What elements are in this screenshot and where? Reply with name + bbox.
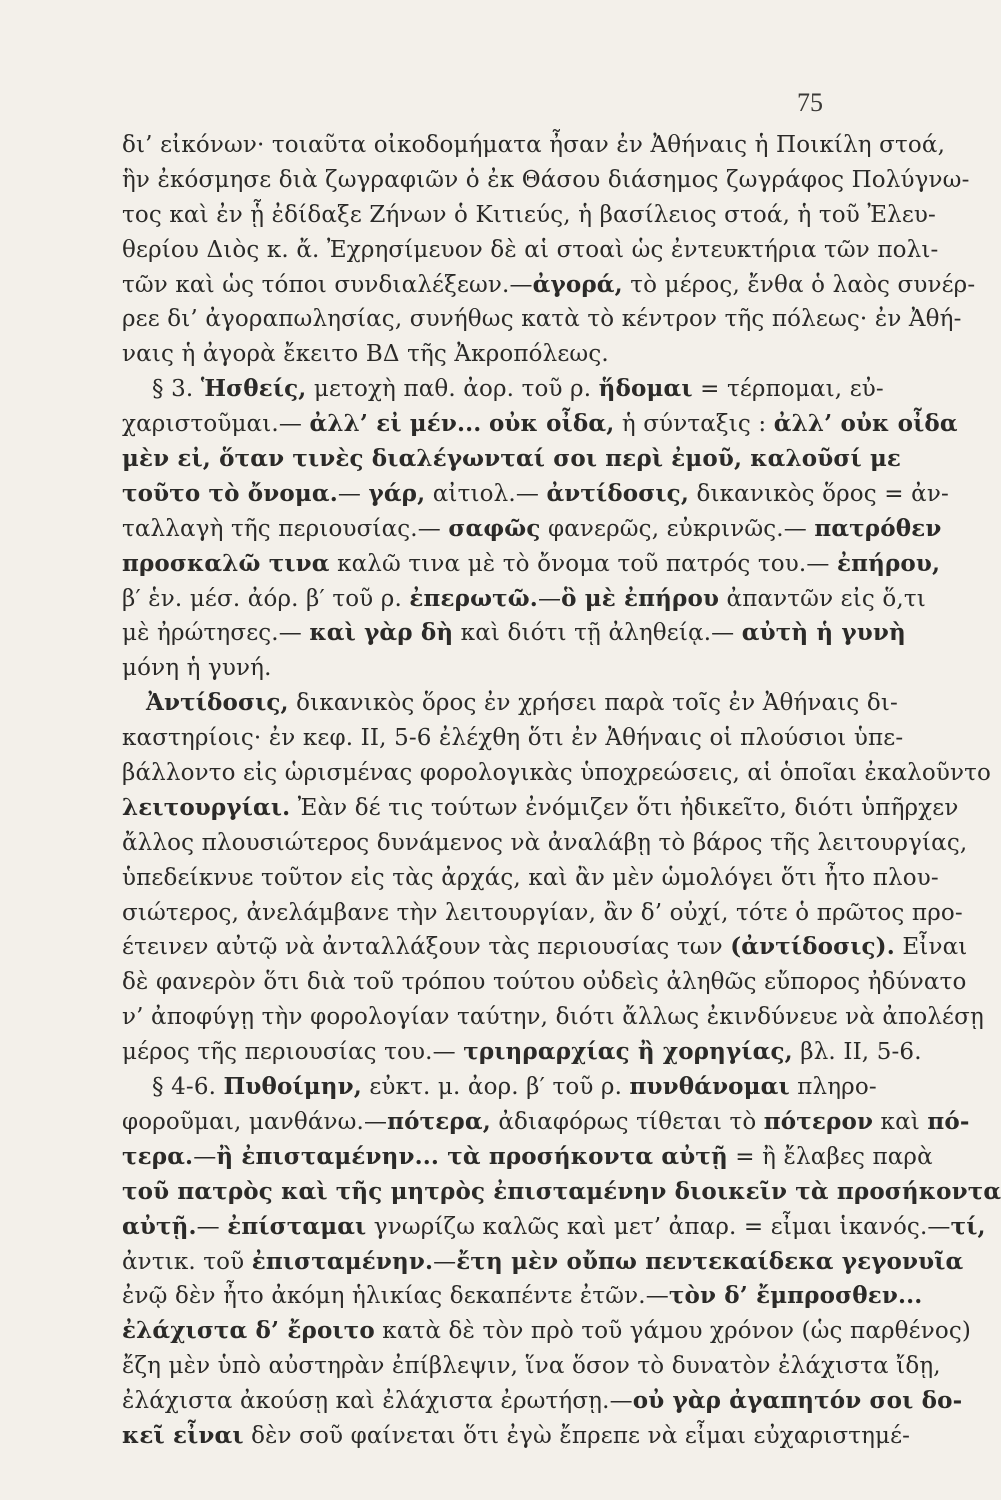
text-line (122, 1140, 933, 1175)
text-segment: ἄλλος πλουσιώτερος δυνάμενος νὰ ἀναλάβῃ τὸ βάρος τῆς λειτουργίας, (122, 829, 968, 856)
lemma-term: καὶ γὰρ δὴ (309, 619, 454, 647)
lemma-term: πυνθάνομαι (629, 1073, 790, 1101)
text-line (122, 268, 976, 303)
lemma-term: οὐκ οἶδα, (488, 410, 615, 438)
text-line (122, 233, 939, 268)
text-line (122, 1349, 941, 1384)
text-segment: ἀντικ. τοῦ (122, 1248, 252, 1275)
lemma-term: ἥδομαι (598, 375, 693, 403)
text-line (122, 512, 942, 547)
text-segment: καὶ διότι τῇ ἀληθείᾳ.— (453, 620, 742, 647)
lemma-term: πατρόθεν (814, 514, 942, 542)
text-segment: τὸ μέρος, ἔνθα ὁ λαὸς συνέρ- (622, 271, 976, 298)
lemma-term: πότερα, (387, 1107, 491, 1135)
text-line (122, 372, 884, 407)
text-segment: ν’ ἀποφύγῃ τὴν φορολογίαν ταύτην, διότι ἄλλως ἐκινδύνευε νὰ ἀπολέσῃ (122, 1004, 984, 1031)
text-segment: μέρος τῆς περιουσίας του.— (122, 1039, 464, 1066)
text-line (122, 442, 902, 477)
lemma-term: ἐπερωτῶ. (409, 584, 538, 612)
lemma-term: τερα. (122, 1142, 194, 1170)
text-line (122, 1210, 986, 1245)
text-line (122, 791, 959, 826)
commentary-text (122, 128, 1001, 1454)
lemma-term: κεῖ εἶναι (122, 1421, 244, 1449)
text-line (122, 1384, 963, 1419)
text-segment: κατὰ δὲ τὸν πρὸ τοῦ γάμου χρόνον (ὡς παρθένος) (374, 1318, 972, 1345)
text-segment: εὐκτ. μ. ἀορ. β′ τοῦ ρ. (361, 1074, 630, 1101)
lemma-term: πότερον (763, 1107, 874, 1135)
text-segment: σιώτερος, ἀνελάμβανε τὴν λειτουργίαν, ἂν δ’ οὐχί, τότε ὁ πρῶτος προ- (122, 899, 963, 926)
text-segment: βλ. ΙΙ, 5-6. (792, 1039, 922, 1066)
text-segment: χαριστοῦμαι.— (122, 411, 310, 438)
text-segment: δικανικὸς ὅρος = ἀν- (688, 480, 949, 507)
text-segment: δὲν σοῦ φαίνεται ὅτι ἐγὼ ἔπρεπε νὰ εἶμαι εὐχαριστημέ- (243, 1422, 911, 1449)
text-line (122, 651, 838, 686)
text-line (122, 1419, 911, 1454)
lemma-term: ἢ ἐπισταμένην... τὰ προσήκοντα αὐτῇ (216, 1142, 728, 1170)
lemma-term: προσκαλῶ τινα (122, 549, 330, 577)
lemma-term: τριηραρχίας ἢ χορηγίας, (463, 1038, 793, 1066)
text-segment: = ἢ ἔλαβες παρὰ (727, 1143, 933, 1170)
text-segment: § 3. (152, 376, 201, 403)
text-line (122, 616, 906, 651)
text-line (122, 721, 904, 756)
text-line (122, 1245, 964, 1280)
lemma-term: σαφῶς (448, 514, 541, 542)
text-line (122, 547, 941, 582)
text-line (122, 930, 968, 965)
text-segment: — (337, 480, 369, 507)
text-line (122, 965, 967, 1000)
text-segment: αἰτιολ.— (425, 480, 547, 507)
lemma-term: Ἡσθείς, (200, 375, 307, 403)
text-line (122, 1105, 970, 1140)
text-segment: ὑπεδείκνυε τοῦτον εἰς τὰς ἀρχάς, καὶ ἂν μὲν ὡμολόγει ὅτι ἦτο πλου- (122, 864, 939, 891)
text-segment: τος καὶ ἐν ᾗ ἐδίδαξε Ζήνων ὁ Κιτιεύς, ἡ βασίλειος στοά, ἡ τοῦ Ἐλευ- (122, 201, 936, 228)
text-line (122, 896, 963, 931)
lemma-term: γάρ, (368, 479, 426, 507)
text-segment: ἣν ἐκόσμησε διὰ ζωγραφιῶν ὁ ἐκ Θάσου διάσημος ζωγράφος Πολύγνω- (122, 166, 970, 193)
lemma-term: ἀλλ’ οὐκ οἶδα (773, 410, 958, 438)
text-line (122, 861, 939, 896)
text-line (122, 1279, 923, 1314)
lemma-term: ὃ μὲ ἐπήρου (561, 584, 720, 612)
lemma-term: λειτουργίαι. (122, 793, 291, 821)
text-segment: ἀπαντῶν εἰς ὅ,τι (719, 585, 926, 612)
text-segment: βάλλοντο εἰς ὡρισμένας φορολογικὰς ὑποχρεώσεις, αἱ ὁποῖαι ἐκαλοῦντο (122, 760, 992, 787)
text-line (122, 163, 970, 198)
lemma-term: πό- (927, 1107, 970, 1135)
text-segment: καλῶ τινα μὲ τὸ ὄνομα τοῦ πατρός του.— (329, 550, 837, 577)
text-line (122, 1035, 922, 1070)
text-segment: ἀδιαφόρως τίθεται τὸ (490, 1108, 764, 1135)
text-line (122, 582, 926, 617)
text-segment: μόνη ἡ γυνή. (122, 655, 272, 682)
text-line (122, 302, 962, 337)
text-segment: φοροῦμαι, μανθάνω.— (122, 1108, 388, 1135)
text-segment: δὲ φανερὸν ὅτι διὰ τοῦ τρόπου τούτου οὐδεὶς ἀληθῶς εὔπορος ἠδύνατο (122, 969, 967, 996)
text-segment: γνωρίζω καλῶς καὶ μετ’ ἀπαρ. = εἶμαι ἱκανός.— (366, 1213, 951, 1240)
text-segment: καστηρίοις· ἐν κεφ. ΙΙ, 5-6 ἐλέχθη ὅτι ἐν Ἀθήναις οἱ πλούσιοι ὑπε- (122, 725, 904, 752)
text-line (122, 128, 946, 163)
lemma-term: οὐ γὰρ ἀγαπητόν σοι δο- (632, 1387, 963, 1415)
text-segment: ἡ σύνταξις : (614, 411, 774, 438)
text-segment: — (433, 1248, 457, 1275)
lemma-term: Πυθοίμην, (223, 1073, 362, 1101)
text-segment: β′ ἑν. μέσ. ἀόρ. β′ τοῦ ρ. (122, 585, 410, 612)
text-segment: πληρο- (789, 1074, 877, 1101)
lemma-term: ἔτη μὲν οὔπω πεντεκαίδεκα γεγονυῖα (456, 1247, 964, 1275)
text-segment: φανερῶς, εὐκρινῶς.— (540, 515, 815, 542)
lemma-term: τί, (950, 1212, 986, 1240)
text-segment: — (537, 585, 562, 612)
lemma-term: μὲν εἰ, ὅταν τινὲς διαλέγωνταί σοι περὶ ἐμοῦ, καλοῦσί με (122, 445, 902, 473)
text-segment: ἐνῷ δὲν ἦτο ἀκόμη ἡλικίας δεκαπέντε ἐτῶν.— (122, 1283, 669, 1310)
lemma-term: ἀλλ’ εἰ μέν... (309, 410, 482, 438)
text-segment: — (196, 1213, 228, 1240)
lemma-term: ἐπήρου, (836, 549, 941, 577)
text-line (122, 1175, 1001, 1210)
text-segment: δικανικὸς ὅρος ἐν χρήσει παρὰ τοῖς ἐν Ἀθήναις δι- (288, 690, 898, 717)
text-segment: ρεε δι’ ἀγοραπωλησίας, συνήθως κατὰ τὸ κέντρον τῆς πόλεως· ἐν Ἀθή- (122, 306, 962, 333)
lemma-term: ἀντίδοσις, (546, 479, 689, 507)
text-segment (481, 411, 488, 437)
text-segment: ταλλαγὴ τῆς περιουσίας.— (122, 515, 449, 542)
text-line (122, 1000, 984, 1035)
lemma-term: τὸν δ’ ἔμπροσθεν... (668, 1282, 923, 1310)
text-segment: ναις ἡ ἀγορὰ ἔκειτο ΒΔ τῆς Ἀκροπόλεως. (122, 341, 609, 368)
lemma-term: αὐτῇ. (122, 1212, 197, 1240)
text-segment: Εἶναι (894, 934, 968, 961)
text-segment: δι’ εἰκόνων· τοιαῦτα οἰκοδομήματα ἦσαν ἐν Ἀθήναις ἡ Ποικίλη στοά, (122, 132, 946, 158)
text-segment: θερίου Διὸς κ. ἄ. Ἐχρησίμευον δὲ αἱ στοαὶ ὡς ἐντευκτήρια τῶν πολι- (122, 236, 939, 263)
text-segment: τῶν καὶ ὡς τόποι συνδιαλέξεων.— (122, 271, 533, 298)
text-line (122, 407, 958, 442)
text-segment: ἐλάχιστα ἀκούσῃ καὶ ἐλάχιστα ἐρωτήσῃ.— (122, 1388, 633, 1415)
text-segment: Ἐὰν δέ τις τούτων ἐνόμιζεν ὅτι ἠδικεῖτο, διότι ὑπῆρχεν (290, 794, 959, 821)
text-line (122, 686, 898, 721)
lemma-term: ἐλάχιστα δ’ ἔροιτο (122, 1317, 375, 1345)
text-segment: μετοχὴ παθ. ἀορ. τοῦ ρ. (306, 376, 599, 403)
lemma-term: ἐπίσταμαι (227, 1212, 367, 1240)
text-segment: = τέρπομαι, εὐ- (692, 376, 884, 403)
text-line (122, 1070, 877, 1105)
lemma-term: (ἀντίδοσις). (730, 933, 895, 961)
text-segment: ἔζη μὲν ὑπὸ αὐστηρὰν ἐπίβλεψιν, ἵνα ὅσον τὸ δυνατὸν ἐλάχιστα ἴδῃ, (122, 1353, 941, 1380)
text-line (122, 337, 838, 372)
page-number: 75 (797, 88, 823, 117)
lemma-term: αὐτὴ ἡ γυνὴ (741, 619, 906, 647)
text-line (122, 477, 949, 512)
text-segment: έτεινεν αὐτῷ νὰ ἀνταλλάξουν τὰς περιουσίας των (122, 934, 731, 961)
lemma-term: ἐπισταμένην. (251, 1247, 434, 1275)
text-segment: μὲ ἠρώτησες.— (122, 620, 310, 647)
lemma-term: τοῦ πατρὸς καὶ τῆς μητρὸς ἐπισταμένην διοικεῖν τὰ προσήκοντα (122, 1177, 1001, 1205)
text-line (122, 1314, 972, 1349)
lemma-term: Ἀντίδοσις, (146, 689, 289, 717)
text-line (122, 756, 992, 791)
text-segment: καὶ (873, 1108, 928, 1135)
lemma-term: ἀγορά, (532, 270, 623, 298)
lemma-term: τοῦτο τὸ ὄνομα. (122, 479, 338, 507)
text-segment: § 4-6. (152, 1074, 224, 1101)
text-segment: — (193, 1143, 217, 1170)
text-line (122, 826, 968, 861)
text-line (122, 198, 936, 233)
